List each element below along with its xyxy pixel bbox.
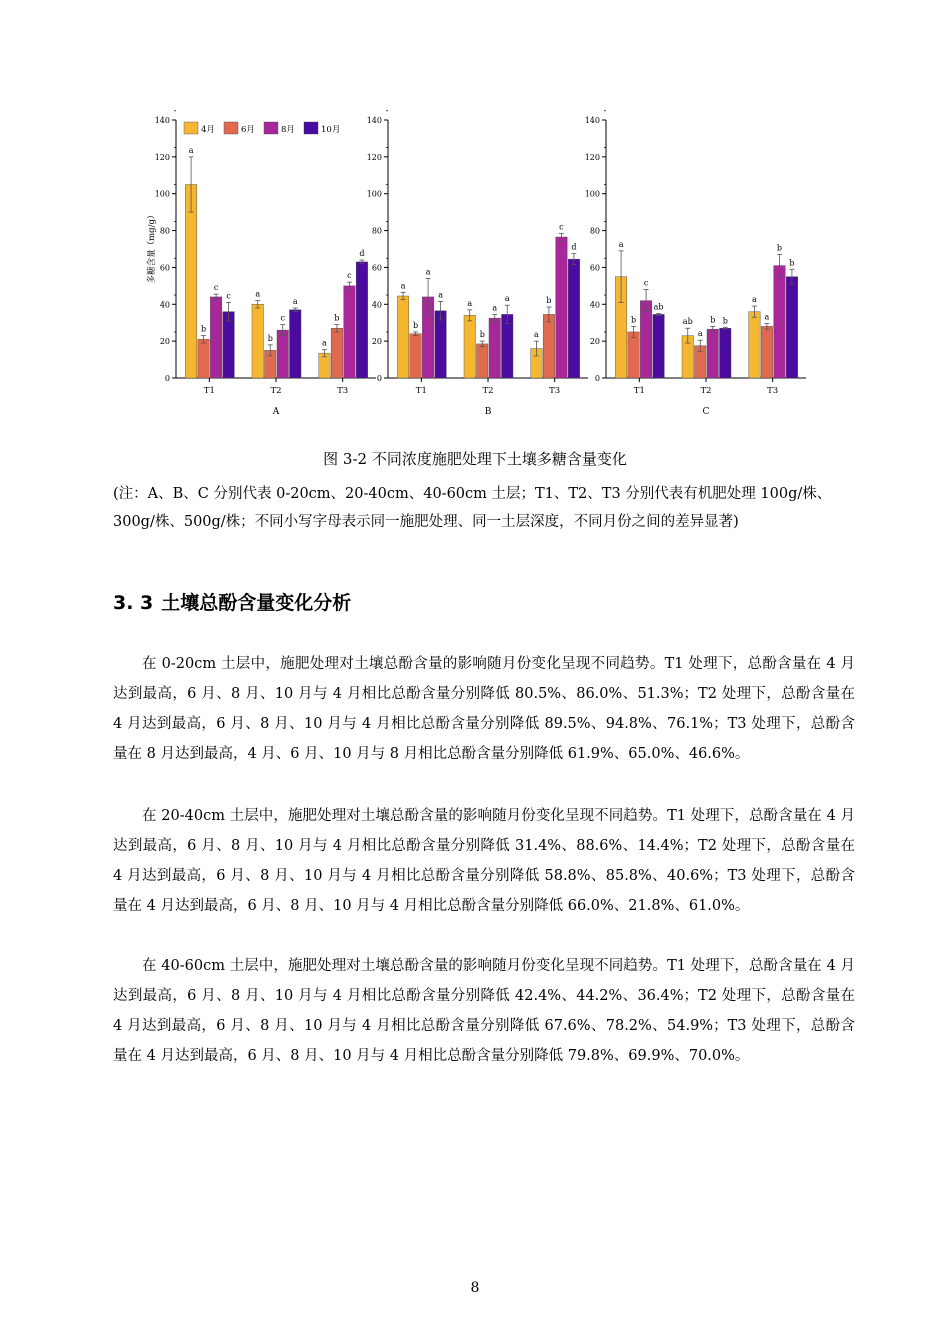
- panel-a-label: A: [272, 407, 280, 417]
- panel-b-bar: [464, 315, 476, 378]
- panel-c-y-tick-label: 80: [589, 226, 600, 236]
- panel-b-significance-letter: b: [479, 330, 485, 340]
- panel-c-significance-letter: b: [789, 258, 795, 268]
- panel-c-significance-letter: b: [776, 243, 782, 253]
- panel-b-x-tick-label: T1: [415, 386, 427, 396]
- panel-b-significance-letter: a: [467, 298, 473, 308]
- panel-b-y-tick-label: 60: [371, 263, 382, 273]
- panel-a-significance-letter: c: [347, 271, 352, 281]
- panel-a-significance-letter: a: [255, 289, 261, 299]
- panel-b-y-tick-label: 120: [366, 152, 382, 162]
- page-number: 8: [470, 1280, 480, 1296]
- paragraph-20-40cm: 在 20-40cm 土层中，施肥处理对土壤总酚含量的影响随月份变化呈现不同趋势。T1 处理下，总酚含量在 4 月达到最高，6 月、8 月、10 月与 4 月相比总酚含量分别降低 31.4%、88.6%、14.4%；T2 处理下，总酚含量在 4 月达到最高，6 月、8 月、10 月与 4 月相比总酚含量分别降低 58.8%、85.8%、40.6%；T3 处理下，总酚含量在 4 月达到最高，6 月、8 月、10 月与 4 月相比总酚含量分别降低 66.0%、21.8%、61.0%。: [113, 807, 855, 914]
- panel-b-bar: [489, 318, 501, 378]
- panel-b-bar: [543, 314, 555, 378]
- panel-a-bar: [198, 339, 210, 378]
- legend-swatch: [224, 122, 238, 134]
- panel-a-significance-letter: c: [213, 283, 219, 293]
- paragraph-0-20cm: 在 0-20cm 土层中，施肥处理对土壤总酚含量的影响随月份变化呈现不同趋势。T1 处理下，总酚含量在 4 月达到最高，6 月、8 月、10 月与 4 月相比总酚含量分别降低 80.5%、86.0%、51.3%；T2 处理下，总酚含量在 4 月达到最高，6 月、8 月、10 月与 4 月相比总酚含量分别降低 89.5%、94.8%、76.1%；T3 处理下，总酚含量在 8 月达到最高，4 月、6 月、10 月与 8 月相比总酚含量分别降低 61.9%、65.0%、46.6%。: [113, 655, 855, 762]
- panel-c-bar: [774, 266, 786, 378]
- panel-c-bar: [761, 326, 773, 378]
- panel-b-x-tick-label: T2: [482, 386, 494, 396]
- panel-b-significance-letter: a: [438, 290, 443, 300]
- panel-c-bar: [640, 301, 652, 378]
- section-number: 3. 3: [113, 592, 154, 614]
- panel-c-significance-letter: a: [752, 295, 757, 305]
- panel-a-y-axis-label: 多糖含量（mg/g）: [147, 210, 157, 284]
- panel-a-y-tick-label: 40: [159, 300, 170, 310]
- panel-c-y-tick-label: 40: [589, 300, 600, 310]
- panel-c-bar: [707, 329, 719, 378]
- panel-c-significance-letter: b: [631, 315, 637, 325]
- panel-c-significance-letter: a: [618, 239, 624, 249]
- panel-b-significance-letter: c: [559, 222, 564, 232]
- panel-a-y-tick-label: 100: [154, 189, 170, 199]
- panel-c-y-tick-label: 120: [584, 152, 600, 162]
- panel-c-significance-letter: a: [764, 312, 770, 322]
- panel-a-significance-letter: a: [188, 145, 194, 155]
- panel-b-y-tick-label: 80: [371, 226, 382, 236]
- panel-b-bar: [568, 259, 580, 378]
- panel-b-significance-letter: a: [400, 281, 406, 291]
- section-heading: [113, 588, 351, 615]
- panel-a-bar: [252, 304, 264, 378]
- legend-label: 6月: [241, 125, 255, 135]
- panel-c-y-tick-label: 0: [594, 374, 600, 383]
- panel-b-bar: [435, 311, 447, 378]
- panel-a-significance-letter: b: [201, 324, 207, 334]
- panel-a-y-tick-label: 20: [159, 337, 170, 347]
- panel-c-x-tick-label: T3: [767, 386, 779, 396]
- panel-c-significance-letter: a: [697, 329, 703, 339]
- legend-swatch: [264, 122, 278, 134]
- panel-a-y-tick-label: 120: [154, 152, 170, 162]
- panel-b-x-tick-label: T3: [549, 386, 561, 396]
- legend-label: 4月: [201, 125, 215, 135]
- panel-b-bar: [477, 344, 489, 378]
- panel-a-x-tick-label: T1: [203, 386, 215, 396]
- section-title: 土壤总酚含量变化分析: [161, 592, 352, 614]
- panel-b-y-tick-label: 40: [371, 300, 382, 310]
- panel-b-significance-letter: a: [425, 267, 431, 277]
- panel-b-significance-letter: a: [492, 303, 498, 313]
- panel-a-bar: [290, 310, 302, 378]
- legend-swatch: [304, 122, 318, 134]
- panel-a-y-tick-label: 140: [154, 116, 170, 125]
- panel-a-bar: [331, 328, 343, 378]
- panel-c-significance-letter: b: [722, 316, 728, 326]
- panel-a-significance-letter: c: [226, 291, 231, 301]
- panel-a-significance-letter: a: [292, 296, 298, 306]
- panel-c-bar: [628, 332, 640, 378]
- panel-a-bar: [185, 185, 197, 379]
- panel-a-bar: [277, 330, 289, 378]
- panel-a-significance-letter: c: [280, 313, 285, 323]
- figure-note: (注：A、B、C 分别代表 0-20cm、20-40cm、40-60cm 土层；T1、T2、T3 分别代表有机肥处理 100g/株、300g/株、500g/株；不同小写字母表示同一施肥处理、同一土层深度，不同月份之间的差异显著): [113, 486, 832, 530]
- panel-a-significance-letter: d: [359, 249, 365, 259]
- panel-a-significance-letter: a: [322, 338, 327, 348]
- panel-c-y-tick-label: 20: [589, 337, 600, 347]
- panel-b-bar: [410, 334, 422, 378]
- legend-label: 10月: [321, 125, 341, 135]
- panel-a-x-tick-label: T2: [270, 386, 282, 396]
- panel-c-bar: [653, 314, 665, 378]
- panel-b-bar: [556, 237, 568, 378]
- panel-b-significance-letter: a: [534, 330, 539, 340]
- panel-b-y-tick-label: 20: [371, 337, 382, 347]
- panel-a-significance-letter: b: [334, 313, 340, 323]
- panel-a-bar: [356, 262, 368, 378]
- panel-b-significance-letter: b: [413, 320, 419, 330]
- panel-a-bar: [210, 297, 222, 378]
- panel-a-y-tick-label: 0: [164, 374, 170, 383]
- panel-b-y-tick-label: 0: [376, 374, 382, 383]
- panel-b-bar: [397, 296, 409, 378]
- panel-c-label: C: [702, 407, 710, 417]
- panel-c-significance-letter: c: [643, 278, 649, 288]
- legend-label: 8月: [281, 125, 295, 135]
- panel-b-y-tick-label: 140: [366, 116, 382, 125]
- panel-c-significance-letter: b: [710, 315, 716, 325]
- panel-c-x-tick-label: T2: [700, 386, 712, 396]
- panel-c-y-tick-label: 100: [584, 189, 600, 199]
- panel-b-significance-letter: b: [546, 296, 552, 306]
- panel-b-y-tick-label: 100: [366, 189, 382, 199]
- panel-a-y-tick-label: 80: [159, 226, 170, 236]
- panel-a-x-tick-label: T3: [337, 386, 349, 396]
- panel-b-significance-letter: d: [571, 242, 577, 252]
- panel-a-bar: [344, 286, 356, 378]
- panel-b-significance-letter: a: [504, 294, 510, 304]
- panel-a-y-tick-label: 60: [159, 263, 170, 273]
- polysaccharide-bar-charts: [140, 100, 820, 430]
- panel-c-bar: [720, 328, 732, 378]
- panel-c-x-tick-label: T1: [633, 386, 645, 396]
- panel-a-significance-letter: b: [267, 333, 273, 343]
- panel-b-label: B: [484, 407, 492, 417]
- paragraph-40-60cm: 在 40-60cm 土层中，施肥处理对土壤总酚含量的影响随月份变化呈现不同趋势。T1 处理下，总酚含量在 4 月达到最高，6 月、8 月、10 月与 4 月相比总酚含量分别降低 42.4%、44.2%、36.4%；T2 处理下，总酚含量在 4 月达到最高，6 月、8 月、10 月与 4 月相比总酚含量分别降低 67.6%、78.2%、54.9%；T3 处理下，总酚含量在 4 月达到最高，6 月、8 月、10 月与 4 月相比总酚含量分别降低 79.8%、69.9%、70.0%。: [113, 957, 855, 1064]
- panel-c-bar: [749, 312, 761, 378]
- figure-caption: 图 3-2 不同浓度施肥处理下土壤多糖含量变化: [323, 450, 627, 468]
- legend-swatch: [184, 122, 198, 134]
- panel-c-bar: [786, 277, 798, 378]
- panel-a-bar: [223, 312, 235, 378]
- panel-c-y-tick-label: 60: [589, 263, 600, 273]
- panel-c-significance-letter: ab: [682, 317, 693, 327]
- panel-c-y-tick-label: 140: [584, 116, 600, 125]
- panel-c-significance-letter: ab: [653, 302, 664, 312]
